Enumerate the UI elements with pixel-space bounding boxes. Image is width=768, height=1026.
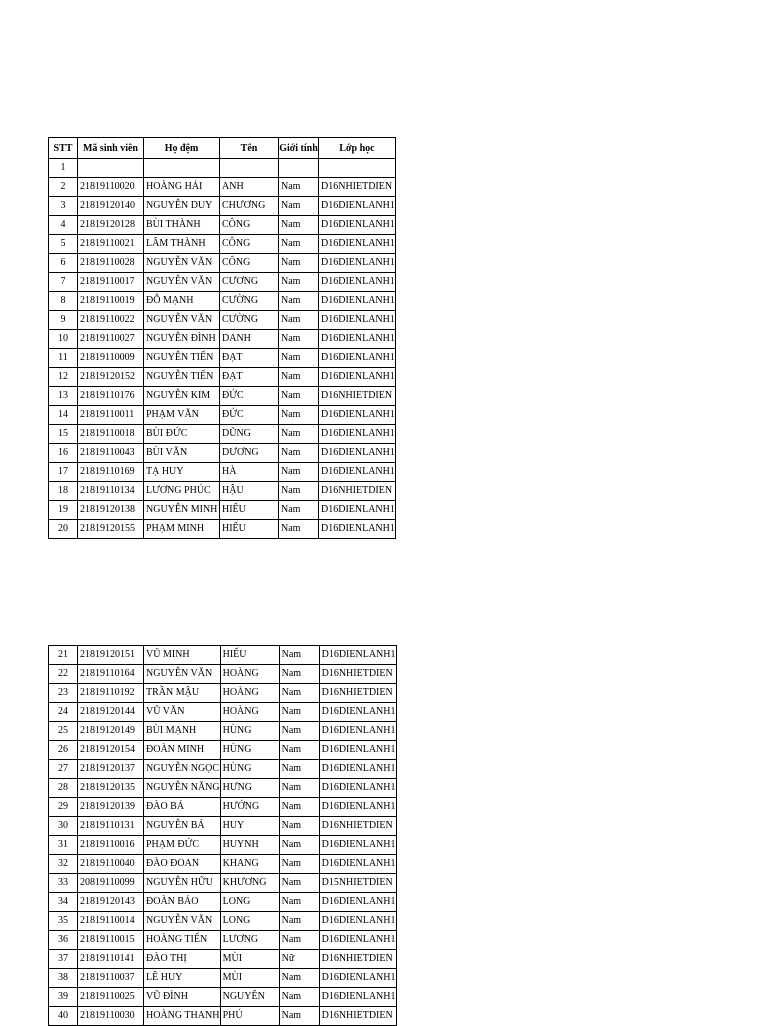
table-row	[49, 1007, 397, 1026]
cell-ten: ANH	[220, 178, 279, 197]
cell-ten: CÔNG	[220, 235, 279, 254]
table-row	[49, 178, 396, 197]
cell-ma-sinh-vien: 21819110022	[78, 311, 144, 330]
cell-ma-sinh-vien: 21819110030	[78, 1007, 144, 1026]
table-row	[49, 665, 397, 684]
cell-gioi-tinh: Nam	[279, 931, 319, 950]
table-row	[49, 463, 396, 482]
cell-stt: 31	[49, 836, 78, 855]
cell-gioi-tinh: Nam	[279, 969, 319, 988]
cell-ma-sinh-vien: 21819120154	[78, 741, 144, 760]
cell-lop-hoc: D16DIENLANH1	[319, 216, 396, 235]
cell-ho-dem: NGUYỄN TIẾN	[144, 368, 220, 387]
cell-ho-dem: ĐỖ MẠNH	[144, 292, 220, 311]
cell-ten: HUYNH	[220, 836, 279, 855]
cell-gioi-tinh: Nam	[279, 836, 319, 855]
table-row	[49, 969, 397, 988]
cell-ten: DŨNG	[220, 425, 279, 444]
table-row	[49, 444, 396, 463]
cell-stt: 21	[49, 646, 78, 665]
cell-lop-hoc: D16DIENLANH1	[319, 235, 396, 254]
cell-ma-sinh-vien: 21819120149	[78, 722, 144, 741]
cell-ho-dem: NGUYỄN VĂN	[144, 254, 220, 273]
table-row	[49, 855, 397, 874]
cell-lop-hoc: D16NHIETDIEN	[319, 1007, 396, 1026]
table-row	[49, 197, 396, 216]
cell-gioi-tinh: Nam	[279, 425, 319, 444]
cell-gioi-tinh: Nam	[279, 387, 319, 406]
cell-lop-hoc: D16DIENLANH1	[319, 969, 396, 988]
cell-lop-hoc: D16DIENLANH1	[319, 197, 396, 216]
cell-ho-dem: NGUYỄN BÁ	[144, 817, 221, 836]
cell-stt: 20	[49, 520, 78, 539]
table-row	[49, 482, 396, 501]
cell-lop-hoc: D16DIENLANH1	[319, 520, 396, 539]
cell-gioi-tinh: Nam	[279, 912, 319, 931]
cell-lop-hoc: D16DIENLANH1	[319, 406, 396, 425]
cell-ho-dem: BÙI VĂN	[144, 444, 220, 463]
cell-ten: HOÀNG	[220, 684, 279, 703]
header-lop-hoc: Lớp học	[319, 138, 396, 159]
cell-gioi-tinh: Nam	[279, 273, 319, 292]
cell-ho-dem	[144, 159, 220, 178]
cell-lop-hoc: D16NHIETDIEN	[319, 684, 396, 703]
cell-gioi-tinh: Nam	[279, 311, 319, 330]
cell-lop-hoc: D16DIENLANH1	[319, 893, 396, 912]
cell-lop-hoc: D16NHIETDIEN	[319, 665, 396, 684]
cell-ten: CƯỜNG	[220, 311, 279, 330]
cell-ho-dem: BÙI THÀNH	[144, 216, 220, 235]
cell-lop-hoc: D16DIENLANH1	[319, 722, 396, 741]
cell-ho-dem: TẠ HUY	[144, 463, 220, 482]
cell-ten: HƯNG	[220, 779, 279, 798]
cell-ten: ĐỨC	[220, 406, 279, 425]
cell-stt: 10	[49, 330, 78, 349]
table-row	[49, 216, 396, 235]
cell-ten: HIẾU	[220, 646, 279, 665]
cell-ten: HÙNG	[220, 722, 279, 741]
cell-ten: HÙNG	[220, 741, 279, 760]
cell-lop-hoc: D16DIENLANH1	[319, 330, 396, 349]
cell-ten: HOÀNG	[220, 665, 279, 684]
cell-lop-hoc: D16DIENLANH1	[319, 798, 396, 817]
table-row	[49, 836, 397, 855]
cell-ten	[220, 159, 279, 178]
cell-gioi-tinh: Nam	[279, 817, 319, 836]
cell-stt: 40	[49, 1007, 78, 1026]
cell-ho-dem: NGUYỄN MINH	[144, 501, 220, 520]
cell-ma-sinh-vien: 21819120128	[78, 216, 144, 235]
cell-ho-dem: ĐÀO ĐOAN	[144, 855, 221, 874]
cell-lop-hoc: D16NHIETDIEN	[319, 387, 396, 406]
cell-lop-hoc: D16DIENLANH1	[319, 931, 396, 950]
cell-ten: HIẾU	[220, 501, 279, 520]
cell-gioi-tinh: Nam	[279, 646, 319, 665]
table-row	[49, 235, 396, 254]
cell-stt: 9	[49, 311, 78, 330]
cell-ma-sinh-vien: 21819110176	[78, 387, 144, 406]
cell-stt: 19	[49, 501, 78, 520]
cell-ma-sinh-vien: 21819120151	[78, 646, 144, 665]
cell-ho-dem: NGUYỄN TIẾN	[144, 349, 220, 368]
cell-stt: 36	[49, 931, 78, 950]
table-row	[49, 779, 397, 798]
cell-ma-sinh-vien: 21819110015	[78, 931, 144, 950]
cell-lop-hoc: D16DIENLANH1	[319, 741, 396, 760]
cell-ho-dem: VŨ VĂN	[144, 703, 221, 722]
cell-gioi-tinh: Nam	[279, 874, 319, 893]
table-row	[49, 912, 397, 931]
cell-ten: HÙNG	[220, 760, 279, 779]
cell-stt: 39	[49, 988, 78, 1007]
cell-ma-sinh-vien: 21819120139	[78, 798, 144, 817]
cell-gioi-tinh: Nam	[279, 520, 319, 539]
cell-ma-sinh-vien: 21819120140	[78, 197, 144, 216]
cell-ho-dem: BÙI MẠNH	[144, 722, 221, 741]
cell-lop-hoc: D16DIENLANH1	[319, 855, 396, 874]
cell-ma-sinh-vien: 21819110134	[78, 482, 144, 501]
table-row	[49, 760, 397, 779]
cell-ho-dem: PHẠM VĂN	[144, 406, 220, 425]
cell-ho-dem: LÊ HUY	[144, 969, 221, 988]
cell-stt: 15	[49, 425, 78, 444]
cell-stt: 17	[49, 463, 78, 482]
cell-lop-hoc: D16DIENLANH1	[319, 444, 396, 463]
cell-ten: ĐẠT	[220, 368, 279, 387]
cell-stt: 27	[49, 760, 78, 779]
cell-stt: 29	[49, 798, 78, 817]
table-row	[49, 874, 397, 893]
cell-stt: 6	[49, 254, 78, 273]
cell-stt: 35	[49, 912, 78, 931]
cell-ho-dem: NGUYỄN NĂNG	[144, 779, 221, 798]
cell-ho-dem: LÂM THÀNH	[144, 235, 220, 254]
cell-stt: 11	[49, 349, 78, 368]
table-row	[49, 931, 397, 950]
cell-ten: HIẾU	[220, 520, 279, 539]
cell-gioi-tinh: Nam	[279, 197, 319, 216]
cell-ma-sinh-vien	[78, 159, 144, 178]
cell-gioi-tinh: Nam	[279, 1007, 319, 1026]
cell-ma-sinh-vien: 21819110037	[78, 969, 144, 988]
cell-stt: 34	[49, 893, 78, 912]
cell-stt: 18	[49, 482, 78, 501]
cell-ho-dem: NGUYỄN ĐÌNH	[144, 330, 220, 349]
cell-ten: HẬU	[220, 482, 279, 501]
cell-stt: 32	[49, 855, 78, 874]
cell-lop-hoc: D16DIENLANH1	[319, 912, 396, 931]
cell-ma-sinh-vien: 21819110016	[78, 836, 144, 855]
table-row	[49, 349, 396, 368]
cell-stt: 38	[49, 969, 78, 988]
cell-ho-dem: PHẠM MINH	[144, 520, 220, 539]
table-row	[49, 387, 396, 406]
cell-gioi-tinh: Nam	[279, 703, 319, 722]
cell-ma-sinh-vien: 21819120155	[78, 520, 144, 539]
cell-ma-sinh-vien: 21819110019	[78, 292, 144, 311]
cell-ma-sinh-vien: 21819120137	[78, 760, 144, 779]
table-row	[49, 311, 396, 330]
cell-stt: 23	[49, 684, 78, 703]
cell-ma-sinh-vien: 21819110025	[78, 988, 144, 1007]
table-row	[49, 254, 396, 273]
cell-ten: HUY	[220, 817, 279, 836]
cell-ma-sinh-vien: 21819110164	[78, 665, 144, 684]
table-row	[49, 501, 396, 520]
cell-lop-hoc: D16DIENLANH1	[319, 292, 396, 311]
cell-gioi-tinh: Nam	[279, 722, 319, 741]
cell-lop-hoc: D16DIENLANH1	[319, 311, 396, 330]
table-row	[49, 988, 397, 1007]
cell-lop-hoc: D16DIENLANH1	[319, 646, 396, 665]
cell-stt: 33	[49, 874, 78, 893]
cell-stt: 4	[49, 216, 78, 235]
cell-ho-dem: ĐÀO BÁ	[144, 798, 221, 817]
cell-stt: 26	[49, 741, 78, 760]
cell-ten: HƯỚNG	[220, 798, 279, 817]
cell-gioi-tinh: Nam	[279, 798, 319, 817]
cell-ma-sinh-vien: 21819120143	[78, 893, 144, 912]
cell-stt: 25	[49, 722, 78, 741]
cell-ma-sinh-vien: 21819110028	[78, 254, 144, 273]
cell-lop-hoc: D16DIENLANH1	[319, 425, 396, 444]
table-row	[49, 406, 396, 425]
cell-ten: CÔNG	[220, 254, 279, 273]
cell-gioi-tinh: Nam	[279, 482, 319, 501]
cell-stt: 28	[49, 779, 78, 798]
cell-ho-dem: NGUYỄN DUY	[144, 197, 220, 216]
cell-ho-dem: HOÀNG HẢI	[144, 178, 220, 197]
cell-gioi-tinh: Nam	[279, 665, 319, 684]
cell-ma-sinh-vien: 21819110009	[78, 349, 144, 368]
header-stt: STT	[49, 138, 78, 159]
cell-lop-hoc: D16DIENLANH1	[319, 988, 396, 1007]
cell-ho-dem: HOÀNG THANH	[144, 1007, 221, 1026]
cell-lop-hoc: D16DIENLANH1	[319, 463, 396, 482]
table-row	[49, 893, 397, 912]
cell-ho-dem: NGUYỄN NGỌC	[144, 760, 221, 779]
cell-ten: NGUYÊN	[220, 988, 279, 1007]
table-row	[49, 703, 397, 722]
cell-ten: MÙI	[220, 969, 279, 988]
cell-stt: 1	[49, 159, 78, 178]
cell-ho-dem: LƯƠNG PHÚC	[144, 482, 220, 501]
cell-ma-sinh-vien: 21819120144	[78, 703, 144, 722]
cell-stt: 14	[49, 406, 78, 425]
table-row	[49, 159, 396, 178]
cell-ten: CƯỜNG	[220, 292, 279, 311]
cell-ma-sinh-vien: 21819110141	[78, 950, 144, 969]
cell-stt: 24	[49, 703, 78, 722]
cell-ten: KHANG	[220, 855, 279, 874]
cell-gioi-tinh: Nam	[279, 235, 319, 254]
cell-lop-hoc: D15NHIETDIEN	[319, 874, 396, 893]
cell-ho-dem: NGUYỄN VĂN	[144, 665, 221, 684]
cell-stt: 5	[49, 235, 78, 254]
cell-ho-dem: VŨ ĐÌNH	[144, 988, 221, 1007]
cell-lop-hoc: D16NHIETDIEN	[319, 817, 396, 836]
cell-gioi-tinh	[279, 159, 319, 178]
table-row	[49, 722, 397, 741]
cell-ho-dem: TRẦN MẬU	[144, 684, 221, 703]
cell-stt: 2	[49, 178, 78, 197]
cell-ho-dem: ĐOÀN MINH	[144, 741, 221, 760]
cell-ten: PHÚ	[220, 1007, 279, 1026]
cell-ma-sinh-vien: 21819110192	[78, 684, 144, 703]
cell-ma-sinh-vien: 21819110020	[78, 178, 144, 197]
cell-lop-hoc	[319, 159, 396, 178]
cell-ho-dem: BÙI ĐỨC	[144, 425, 220, 444]
cell-gioi-tinh: Nam	[279, 463, 319, 482]
cell-ma-sinh-vien: 21819110017	[78, 273, 144, 292]
cell-lop-hoc: D16DIENLANH1	[319, 273, 396, 292]
cell-ma-sinh-vien: 20819110099	[78, 874, 144, 893]
cell-gioi-tinh: Nam	[279, 292, 319, 311]
table-row	[49, 330, 396, 349]
cell-ten: HOÀNG	[220, 703, 279, 722]
student-table-2	[48, 645, 397, 1026]
table-row	[49, 798, 397, 817]
cell-stt: 8	[49, 292, 78, 311]
cell-lop-hoc: D16DIENLANH1	[319, 368, 396, 387]
cell-stt: 7	[49, 273, 78, 292]
cell-gioi-tinh: Nam	[279, 988, 319, 1007]
cell-ho-dem: PHẠM ĐỨC	[144, 836, 221, 855]
table-row	[49, 368, 396, 387]
table-row	[49, 950, 397, 969]
cell-ma-sinh-vien: 21819120152	[78, 368, 144, 387]
cell-ma-sinh-vien: 21819120138	[78, 501, 144, 520]
cell-gioi-tinh: Nam	[279, 254, 319, 273]
cell-ma-sinh-vien: 21819110014	[78, 912, 144, 931]
header-ten: Tên	[220, 138, 279, 159]
table-row	[49, 425, 396, 444]
cell-ten: LONG	[220, 912, 279, 931]
cell-gioi-tinh: Nam	[279, 349, 319, 368]
cell-ho-dem: HOÀNG TIẾN	[144, 931, 221, 950]
cell-gioi-tinh: Nam	[279, 368, 319, 387]
cell-lop-hoc: D16NHIETDIEN	[319, 178, 396, 197]
cell-ten: KHƯƠNG	[220, 874, 279, 893]
cell-ten: LƯƠNG	[220, 931, 279, 950]
cell-ten: DANH	[220, 330, 279, 349]
table-row	[49, 741, 397, 760]
cell-gioi-tinh: Nam	[279, 178, 319, 197]
cell-stt: 16	[49, 444, 78, 463]
cell-ma-sinh-vien: 21819110169	[78, 463, 144, 482]
cell-ho-dem: VŨ MINH	[144, 646, 221, 665]
header-row	[49, 138, 396, 159]
cell-ten: DƯƠNG	[220, 444, 279, 463]
cell-stt: 3	[49, 197, 78, 216]
cell-stt: 30	[49, 817, 78, 836]
cell-ma-sinh-vien: 21819110021	[78, 235, 144, 254]
cell-lop-hoc: D16DIENLANH1	[319, 836, 396, 855]
cell-gioi-tinh: Nam	[279, 893, 319, 912]
cell-ho-dem: NGUYỄN KIM	[144, 387, 220, 406]
table-row	[49, 817, 397, 836]
table-row	[49, 646, 397, 665]
cell-ma-sinh-vien: 21819110043	[78, 444, 144, 463]
cell-gioi-tinh: Nam	[279, 741, 319, 760]
cell-gioi-tinh: Nam	[279, 330, 319, 349]
cell-gioi-tinh: Nam	[279, 779, 319, 798]
cell-ho-dem: NGUYỄN VĂN	[144, 912, 221, 931]
cell-lop-hoc: D16NHIETDIEN	[319, 950, 396, 969]
cell-gioi-tinh: Nữ	[279, 950, 319, 969]
cell-lop-hoc: D16NHIETDIEN	[319, 482, 396, 501]
cell-gioi-tinh: Nam	[279, 444, 319, 463]
cell-stt: 13	[49, 387, 78, 406]
header-gioi-tinh: Giới tính	[279, 138, 319, 159]
cell-ten: ĐỨC	[220, 387, 279, 406]
cell-gioi-tinh: Nam	[279, 855, 319, 874]
cell-gioi-tinh: Nam	[279, 760, 319, 779]
cell-lop-hoc: D16DIENLANH1	[319, 254, 396, 273]
cell-gioi-tinh: Nam	[279, 216, 319, 235]
cell-ma-sinh-vien: 21819110131	[78, 817, 144, 836]
cell-stt: 12	[49, 368, 78, 387]
cell-ten: CƯƠNG	[220, 273, 279, 292]
cell-ten: HÀ	[220, 463, 279, 482]
cell-ho-dem: NGUYỄN VĂN	[144, 273, 220, 292]
table-row	[49, 273, 396, 292]
header-ma-sinh-vien: Mã sinh viên	[78, 138, 144, 159]
cell-lop-hoc: D16DIENLANH1	[319, 779, 396, 798]
cell-gioi-tinh: Nam	[279, 684, 319, 703]
cell-ma-sinh-vien: 21819110040	[78, 855, 144, 874]
header-ho-dem: Họ đệm	[144, 138, 220, 159]
cell-lop-hoc: D16DIENLANH1	[319, 703, 396, 722]
cell-ho-dem: ĐOÀN BẢO	[144, 893, 221, 912]
table-row	[49, 292, 396, 311]
cell-ten: CHƯƠNG	[220, 197, 279, 216]
cell-ten: CÔNG	[220, 216, 279, 235]
cell-ten: MÙI	[220, 950, 279, 969]
cell-ma-sinh-vien: 21819110027	[78, 330, 144, 349]
cell-stt: 37	[49, 950, 78, 969]
table-row	[49, 520, 396, 539]
cell-ma-sinh-vien: 21819120135	[78, 779, 144, 798]
student-table-1	[48, 137, 396, 539]
table-row	[49, 684, 397, 703]
cell-ho-dem: ĐÀO THỊ	[144, 950, 221, 969]
cell-stt: 22	[49, 665, 78, 684]
cell-ten: LONG	[220, 893, 279, 912]
cell-lop-hoc: D16DIENLANH1	[319, 501, 396, 520]
cell-ma-sinh-vien: 21819110011	[78, 406, 144, 425]
cell-lop-hoc: D16DIENLANH1	[319, 349, 396, 368]
cell-ma-sinh-vien: 21819110018	[78, 425, 144, 444]
cell-lop-hoc: D16DIENLANH1	[319, 760, 396, 779]
cell-gioi-tinh: Nam	[279, 406, 319, 425]
cell-ho-dem: NGUYỄN VĂN	[144, 311, 220, 330]
cell-gioi-tinh: Nam	[279, 501, 319, 520]
cell-ho-dem: NGUYỄN HỮU	[144, 874, 221, 893]
cell-ten: ĐẠT	[220, 349, 279, 368]
